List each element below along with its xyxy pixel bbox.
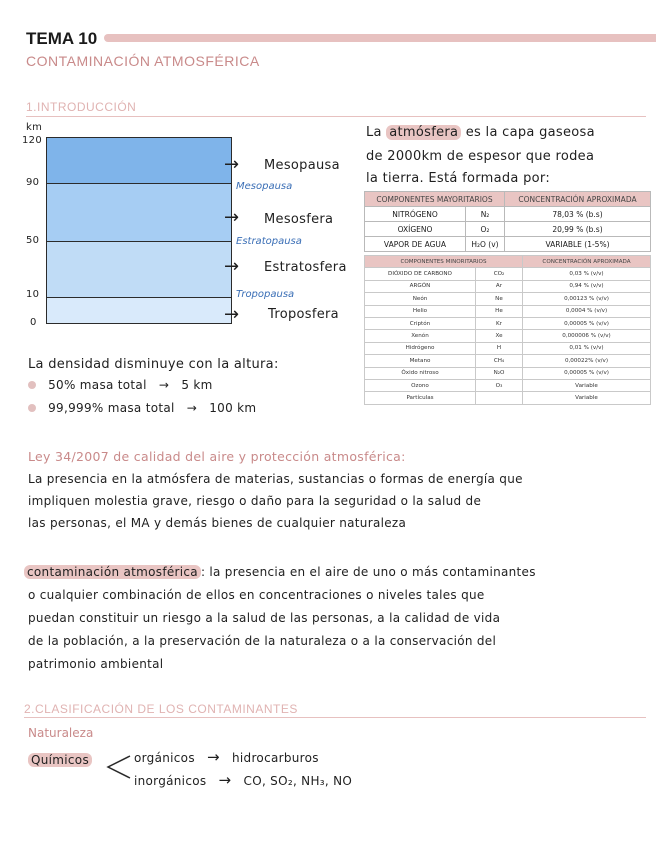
table-row (365, 355, 651, 367)
title-bar (104, 34, 656, 42)
atmosphere-diagram (0, 120, 360, 330)
table-cell: 0,00005 % (v/v) (523, 317, 651, 329)
definition-line-1 (24, 565, 536, 579)
table-row (365, 367, 651, 379)
arrow-icon: → (224, 256, 240, 277)
table-row (365, 207, 651, 222)
bullet-left: 50% masa total (48, 378, 147, 392)
boundary-label: Mesopausa (236, 181, 293, 192)
table-cell: 0,000006 % (v/v) (523, 330, 651, 342)
density-text: La densidad disminuye con la altura: (28, 357, 279, 372)
table-cell: Variable (523, 379, 651, 391)
page-title: TEMA 10 (26, 29, 98, 48)
table-cell: Variable (523, 392, 651, 404)
table-cell: NITRÓGENO (365, 207, 466, 222)
definition-line: puedan constituir un riesgo a la salud de las personas, a la calidad de vida (28, 611, 501, 625)
table-cell: O₂ (466, 222, 505, 237)
table-cell: CO₂ (476, 268, 523, 280)
highlight-term: atmósfera (386, 125, 461, 140)
table-cell: Xenón (365, 330, 476, 342)
law-line: las personas, el MA y demás bienes de cualquier naturaleza (28, 516, 407, 530)
tick-label: 120 (22, 135, 42, 146)
table-row (365, 342, 651, 354)
density-bullet (28, 401, 256, 415)
table-cell: 0,0004 % (v/v) (523, 305, 651, 317)
section-1-title: 1.INTRODUCCIÓN (26, 100, 137, 114)
definition-line: patrimonio ambiental (28, 657, 164, 671)
law-line: impliquen molestia grave, riesgo o daño para la seguridad o la salud de (28, 494, 482, 508)
table-cell: 0,03 % (v/v) (523, 268, 651, 280)
table-row (365, 222, 651, 237)
section-2-title: 2.CLASIFICACIÓN DE LOS CONTAMINANTES (24, 702, 298, 716)
tick-label: 50 (26, 235, 40, 246)
definition-line: de la población, a la preservación de la naturaleza o a la conservación del (28, 634, 497, 648)
table-cell: H (476, 342, 523, 354)
law-title: Ley 34/2007 de calidad del aire y protección atmosférica: (28, 449, 406, 464)
highlight-term: contaminación atmosférica (24, 565, 201, 579)
table-cell: 0,00005 % (v/v) (523, 367, 651, 379)
tick-label: 10 (26, 289, 40, 300)
table-cell: 0,00022% (v/v) (523, 355, 651, 367)
section-1-divider (26, 116, 646, 117)
boundary-label: Estratopausa (236, 236, 302, 247)
table-cell: He (476, 305, 523, 317)
table-cell: Hidrógeno (365, 342, 476, 354)
table-header: COMPONENTES MAYORITARIOS (365, 192, 505, 207)
table-cell: O₃ (476, 379, 523, 391)
bullet-right: 5 km (181, 378, 213, 392)
table-cell: VARIABLE (1-5%) (505, 237, 651, 252)
axis-unit: km (26, 122, 43, 133)
law-line: La presencia en la atmósfera de materias, sustancias o formas de energía que (28, 472, 523, 486)
table-cell: Neón (365, 293, 476, 305)
table-header: COMPONENTES MINORITARIOS (365, 256, 523, 268)
table-cell: 0,01 % (v/v) (523, 342, 651, 354)
layer-label: Troposfera (268, 307, 339, 322)
bullet-icon (28, 404, 36, 412)
table-cell (476, 392, 523, 404)
table-cell: CH₄ (476, 355, 523, 367)
arrow-icon: → (224, 304, 240, 325)
table-cell: Ar (476, 280, 523, 292)
table-cell: Metano (365, 355, 476, 367)
table-cell: Helio (365, 305, 476, 317)
boundary-label: Tropopausa (236, 289, 295, 300)
layer-label: Mesosfera (264, 212, 334, 227)
table-cell: Óxido nitroso (365, 367, 476, 379)
tick-label: 90 (26, 177, 40, 188)
table-row (365, 317, 651, 329)
arrow-icon: → (158, 378, 170, 392)
table-cell: 20,99 % (b.s) (505, 222, 651, 237)
branch-left: inorgánicos (134, 774, 207, 788)
table-cell: Criptón (365, 317, 476, 329)
table-cell: 0,94 % (v/v) (523, 280, 651, 292)
table-cell: Kr (476, 317, 523, 329)
intro-line-1 (366, 125, 595, 140)
category-label: Químicos (28, 753, 92, 767)
intro-line-2: de 2000km de espesor que rodea (366, 149, 595, 164)
table-cell: N₂O (476, 367, 523, 379)
arrow-icon: → (186, 401, 198, 415)
table-row (365, 293, 651, 305)
table-row (365, 305, 651, 317)
layer-troposphere (46, 297, 232, 324)
layer-label: Estratosfera (264, 260, 347, 275)
table-header: CONCENTRACIÓN APROXIMADA (523, 256, 651, 268)
table-cell: N₂ (466, 207, 505, 222)
table-row (365, 280, 651, 292)
layer-mesosphere (46, 183, 232, 242)
table-row (365, 330, 651, 342)
table-row (365, 268, 651, 280)
arrow-icon: → (224, 154, 240, 175)
branch-right: hidrocarburos (232, 751, 319, 765)
intro-line-3: la tierra. Está formada por: (366, 171, 551, 186)
branch-row (134, 748, 319, 766)
intro-text: es la capa gaseosa (465, 125, 595, 140)
table-row (365, 237, 651, 252)
section-2-divider (24, 717, 646, 718)
table-cell: 0,00123 % (v/v) (523, 293, 651, 305)
table-cell: 78,03 % (b.s) (505, 207, 651, 222)
bullet-right: 100 km (209, 401, 257, 415)
table-header: CONCENTRACIÓN APROXIMADA (505, 192, 651, 207)
definition-text: : la presencia en el aire de uno o más contaminantes (200, 565, 536, 579)
table-cell: Partículas (365, 392, 476, 404)
bullet-icon (28, 381, 36, 389)
branch-brace-icon (100, 750, 132, 784)
branch-row (134, 771, 352, 789)
layer-stratosphere (46, 241, 232, 298)
table-cell: ARGÓN (365, 280, 476, 292)
minor-components-table (364, 255, 651, 405)
page-subtitle: CONTAMINACIÓN ATMOSFÉRICA (26, 53, 260, 69)
branch-left: orgánicos (134, 751, 195, 765)
arrow-icon: → (218, 771, 232, 789)
table-cell: Xe (476, 330, 523, 342)
major-components-table (364, 191, 651, 252)
nature-subtitle: Naturaleza (28, 726, 94, 740)
arrow-icon: → (207, 748, 220, 766)
tick-label: 0 (30, 317, 37, 328)
definition-line: o cualquier combinación de ellos en concentraciones o niveles tales que (28, 588, 485, 602)
table-cell: Ozono (365, 379, 476, 391)
table-row (365, 392, 651, 404)
layer-mesosphere-top (46, 137, 232, 184)
table-row (365, 379, 651, 391)
intro-text: La (366, 125, 382, 140)
table-cell: OXÍGENO (365, 222, 466, 237)
table-cell: H₂O (v) (466, 237, 505, 252)
layer-label: Mesopausa (264, 158, 340, 173)
table-cell: VAPOR DE AGUA (365, 237, 466, 252)
table-cell: Ne (476, 293, 523, 305)
density-bullet (28, 378, 213, 392)
table-cell: DIÓXIDO DE CARBONO (365, 268, 476, 280)
branch-right: CO, SO₂, NH₃, NO (243, 774, 353, 788)
bullet-left: 99,999% masa total (48, 401, 175, 415)
arrow-icon: → (224, 207, 240, 228)
